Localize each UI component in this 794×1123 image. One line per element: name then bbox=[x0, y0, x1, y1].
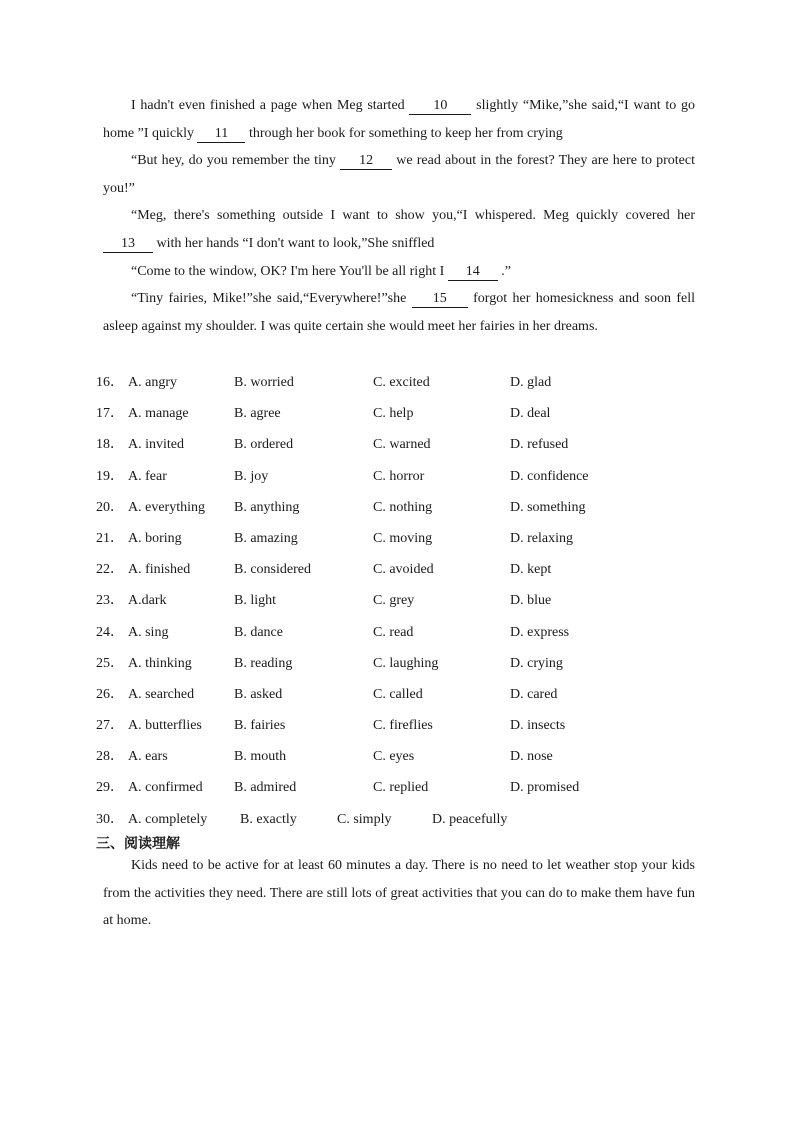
option-c: C. laughing bbox=[373, 655, 439, 671]
story-text: .” bbox=[497, 264, 511, 279]
option-a: A. angry bbox=[128, 375, 177, 390]
reading-passage bbox=[103, 852, 695, 935]
option-b: B. admired bbox=[234, 780, 297, 796]
option-d: D. glad bbox=[510, 375, 552, 390]
question-number: 27． bbox=[96, 718, 124, 734]
question-row-22 bbox=[96, 556, 716, 587]
story-text: slightly “Mike,”she said,“I want to go home ”I quickly bbox=[103, 98, 696, 141]
question-row-18 bbox=[96, 431, 716, 462]
story-text: “Meg, there's something outside I want to show you,“I whispered. Meg quickly covered her bbox=[131, 208, 695, 223]
question-number: 23． bbox=[96, 593, 124, 609]
question-row-21 bbox=[96, 525, 716, 556]
blank-11: 11 bbox=[197, 126, 245, 143]
option-b: B. ordered bbox=[234, 437, 294, 453]
option-c: C. fireflies bbox=[373, 718, 433, 734]
option-a: A. everything bbox=[128, 499, 205, 515]
story-paragraph-5 bbox=[103, 285, 695, 340]
option-d: D. kept bbox=[510, 562, 552, 578]
option-b: B. reading bbox=[234, 655, 293, 671]
option-a: A. searched bbox=[128, 686, 195, 702]
option-c: C. eyes bbox=[373, 749, 415, 765]
option-a: A. completely bbox=[128, 811, 208, 827]
option-b: B. considered bbox=[234, 562, 311, 578]
option-a: A. thinking bbox=[128, 655, 192, 671]
question-number: 21． bbox=[96, 530, 124, 546]
question-row-28 bbox=[96, 743, 716, 774]
option-c: C. nothing bbox=[373, 499, 433, 515]
question-number: 29． bbox=[96, 780, 124, 796]
option-d: D. express bbox=[510, 624, 570, 640]
story-text: with her hands “I don't want to look,”She sniffled bbox=[153, 235, 435, 251]
question-number: 28． bbox=[96, 749, 124, 765]
option-b: B. joy bbox=[234, 468, 269, 484]
option-a: A. boring bbox=[128, 530, 182, 546]
option-a: A. butterflies bbox=[128, 718, 202, 734]
option-a: A. confirmed bbox=[128, 780, 203, 796]
story-text: forgot her homesickness and soon fell asleep against my shoulder. I was quite certain she would meet her fairies in her dreams. bbox=[103, 291, 695, 334]
question-number: 30． bbox=[96, 811, 124, 827]
option-b: B. dance bbox=[234, 624, 283, 640]
story-text: through her book for something to keep her from crying bbox=[245, 125, 563, 141]
option-d: D. crying bbox=[510, 655, 563, 671]
option-d: D. peacefully bbox=[432, 811, 508, 827]
question-number: 22． bbox=[96, 562, 124, 578]
option-a: A. manage bbox=[128, 406, 189, 422]
option-c: C. help bbox=[373, 406, 414, 422]
question-number: 18． bbox=[96, 437, 124, 453]
option-d: D. deal bbox=[510, 406, 551, 422]
option-d: D. cared bbox=[510, 686, 558, 702]
blank-10: 10 bbox=[409, 98, 471, 115]
option-c: C. read bbox=[373, 624, 414, 640]
story-paragraph-1 bbox=[103, 92, 695, 147]
option-b: B. fairies bbox=[234, 718, 286, 734]
option-c: C. avoided bbox=[373, 562, 434, 578]
question-number: 26． bbox=[96, 686, 124, 702]
option-a: A. sing bbox=[128, 624, 169, 640]
question-row-26 bbox=[96, 681, 716, 712]
option-a: A. ears bbox=[128, 749, 168, 765]
option-b: B. amazing bbox=[234, 530, 298, 546]
question-number: 19． bbox=[96, 468, 124, 484]
blank-14: 14 bbox=[448, 264, 498, 281]
section-heading: 三、阅读理解 bbox=[96, 836, 180, 852]
option-c: C. warned bbox=[373, 437, 431, 453]
option-c: C. replied bbox=[373, 780, 429, 796]
option-d: D. refused bbox=[510, 437, 569, 453]
option-d: D. promised bbox=[510, 780, 580, 796]
option-c: C. moving bbox=[373, 530, 433, 546]
question-row-19 bbox=[96, 463, 716, 494]
question-row-30 bbox=[96, 806, 716, 837]
question-row-23 bbox=[96, 587, 716, 618]
story-text: we read about in the forest? They are here to protect you!” bbox=[103, 153, 696, 196]
story-paragraph-3 bbox=[103, 202, 695, 257]
question-number: 17． bbox=[96, 406, 124, 422]
option-a: A. invited bbox=[128, 437, 184, 453]
story-text: “But hey, do you remember the tiny bbox=[131, 153, 341, 168]
question-row-17 bbox=[96, 400, 716, 431]
option-c: C. horror bbox=[373, 468, 425, 484]
question-row-16 bbox=[96, 369, 716, 400]
story-text: “Come to the window, OK? I'm here You'll be all right I bbox=[131, 264, 448, 279]
passage-text: Kids need to be active for at least 60 minutes a day. There is no need to let weather stop your kids from the activities they need. There are still lots of great activities that you can do to make them have fun at home. bbox=[103, 858, 695, 929]
question-list bbox=[96, 369, 716, 837]
story-paragraph-4 bbox=[103, 258, 695, 286]
question-row-27 bbox=[96, 712, 716, 743]
question-row-25 bbox=[96, 650, 716, 681]
option-a: A. fear bbox=[128, 468, 167, 484]
question-row-20 bbox=[96, 494, 716, 525]
option-b: B. exactly bbox=[240, 811, 297, 827]
option-c: C. grey bbox=[373, 593, 415, 609]
option-b: B. asked bbox=[234, 686, 283, 702]
story-paragraph-2 bbox=[103, 147, 695, 202]
option-d: D. nose bbox=[510, 749, 553, 765]
question-row-24 bbox=[96, 619, 716, 650]
option-c: C. excited bbox=[373, 375, 430, 390]
blank-12: 12 bbox=[340, 153, 392, 170]
option-b: B. light bbox=[234, 593, 277, 609]
option-d: D. blue bbox=[510, 593, 552, 609]
blank-13: 13 bbox=[103, 236, 153, 253]
option-b: B. mouth bbox=[234, 749, 287, 765]
option-a: A.dark bbox=[128, 593, 167, 609]
story-text: I hadn't even finished a page when Meg started bbox=[131, 98, 410, 113]
option-d: D. confidence bbox=[510, 468, 589, 484]
question-number: 25． bbox=[96, 655, 124, 671]
option-b: B. worried bbox=[234, 375, 294, 390]
option-c: C. simply bbox=[337, 811, 392, 827]
option-b: B. agree bbox=[234, 406, 281, 422]
story-text: “Tiny fairies, Mike!”she said,“Everywhere!”she bbox=[131, 291, 412, 306]
option-b: B. anything bbox=[234, 499, 300, 515]
question-number: 16． bbox=[96, 375, 124, 390]
option-d: D. relaxing bbox=[510, 530, 573, 546]
question-row-29 bbox=[96, 774, 716, 805]
option-d: D. insects bbox=[510, 718, 566, 734]
blank-15: 15 bbox=[412, 291, 468, 308]
option-a: A. finished bbox=[128, 562, 191, 578]
question-number: 20． bbox=[96, 499, 124, 515]
option-d: D. something bbox=[510, 499, 586, 515]
option-c: C. called bbox=[373, 686, 423, 702]
question-number: 24． bbox=[96, 624, 124, 640]
